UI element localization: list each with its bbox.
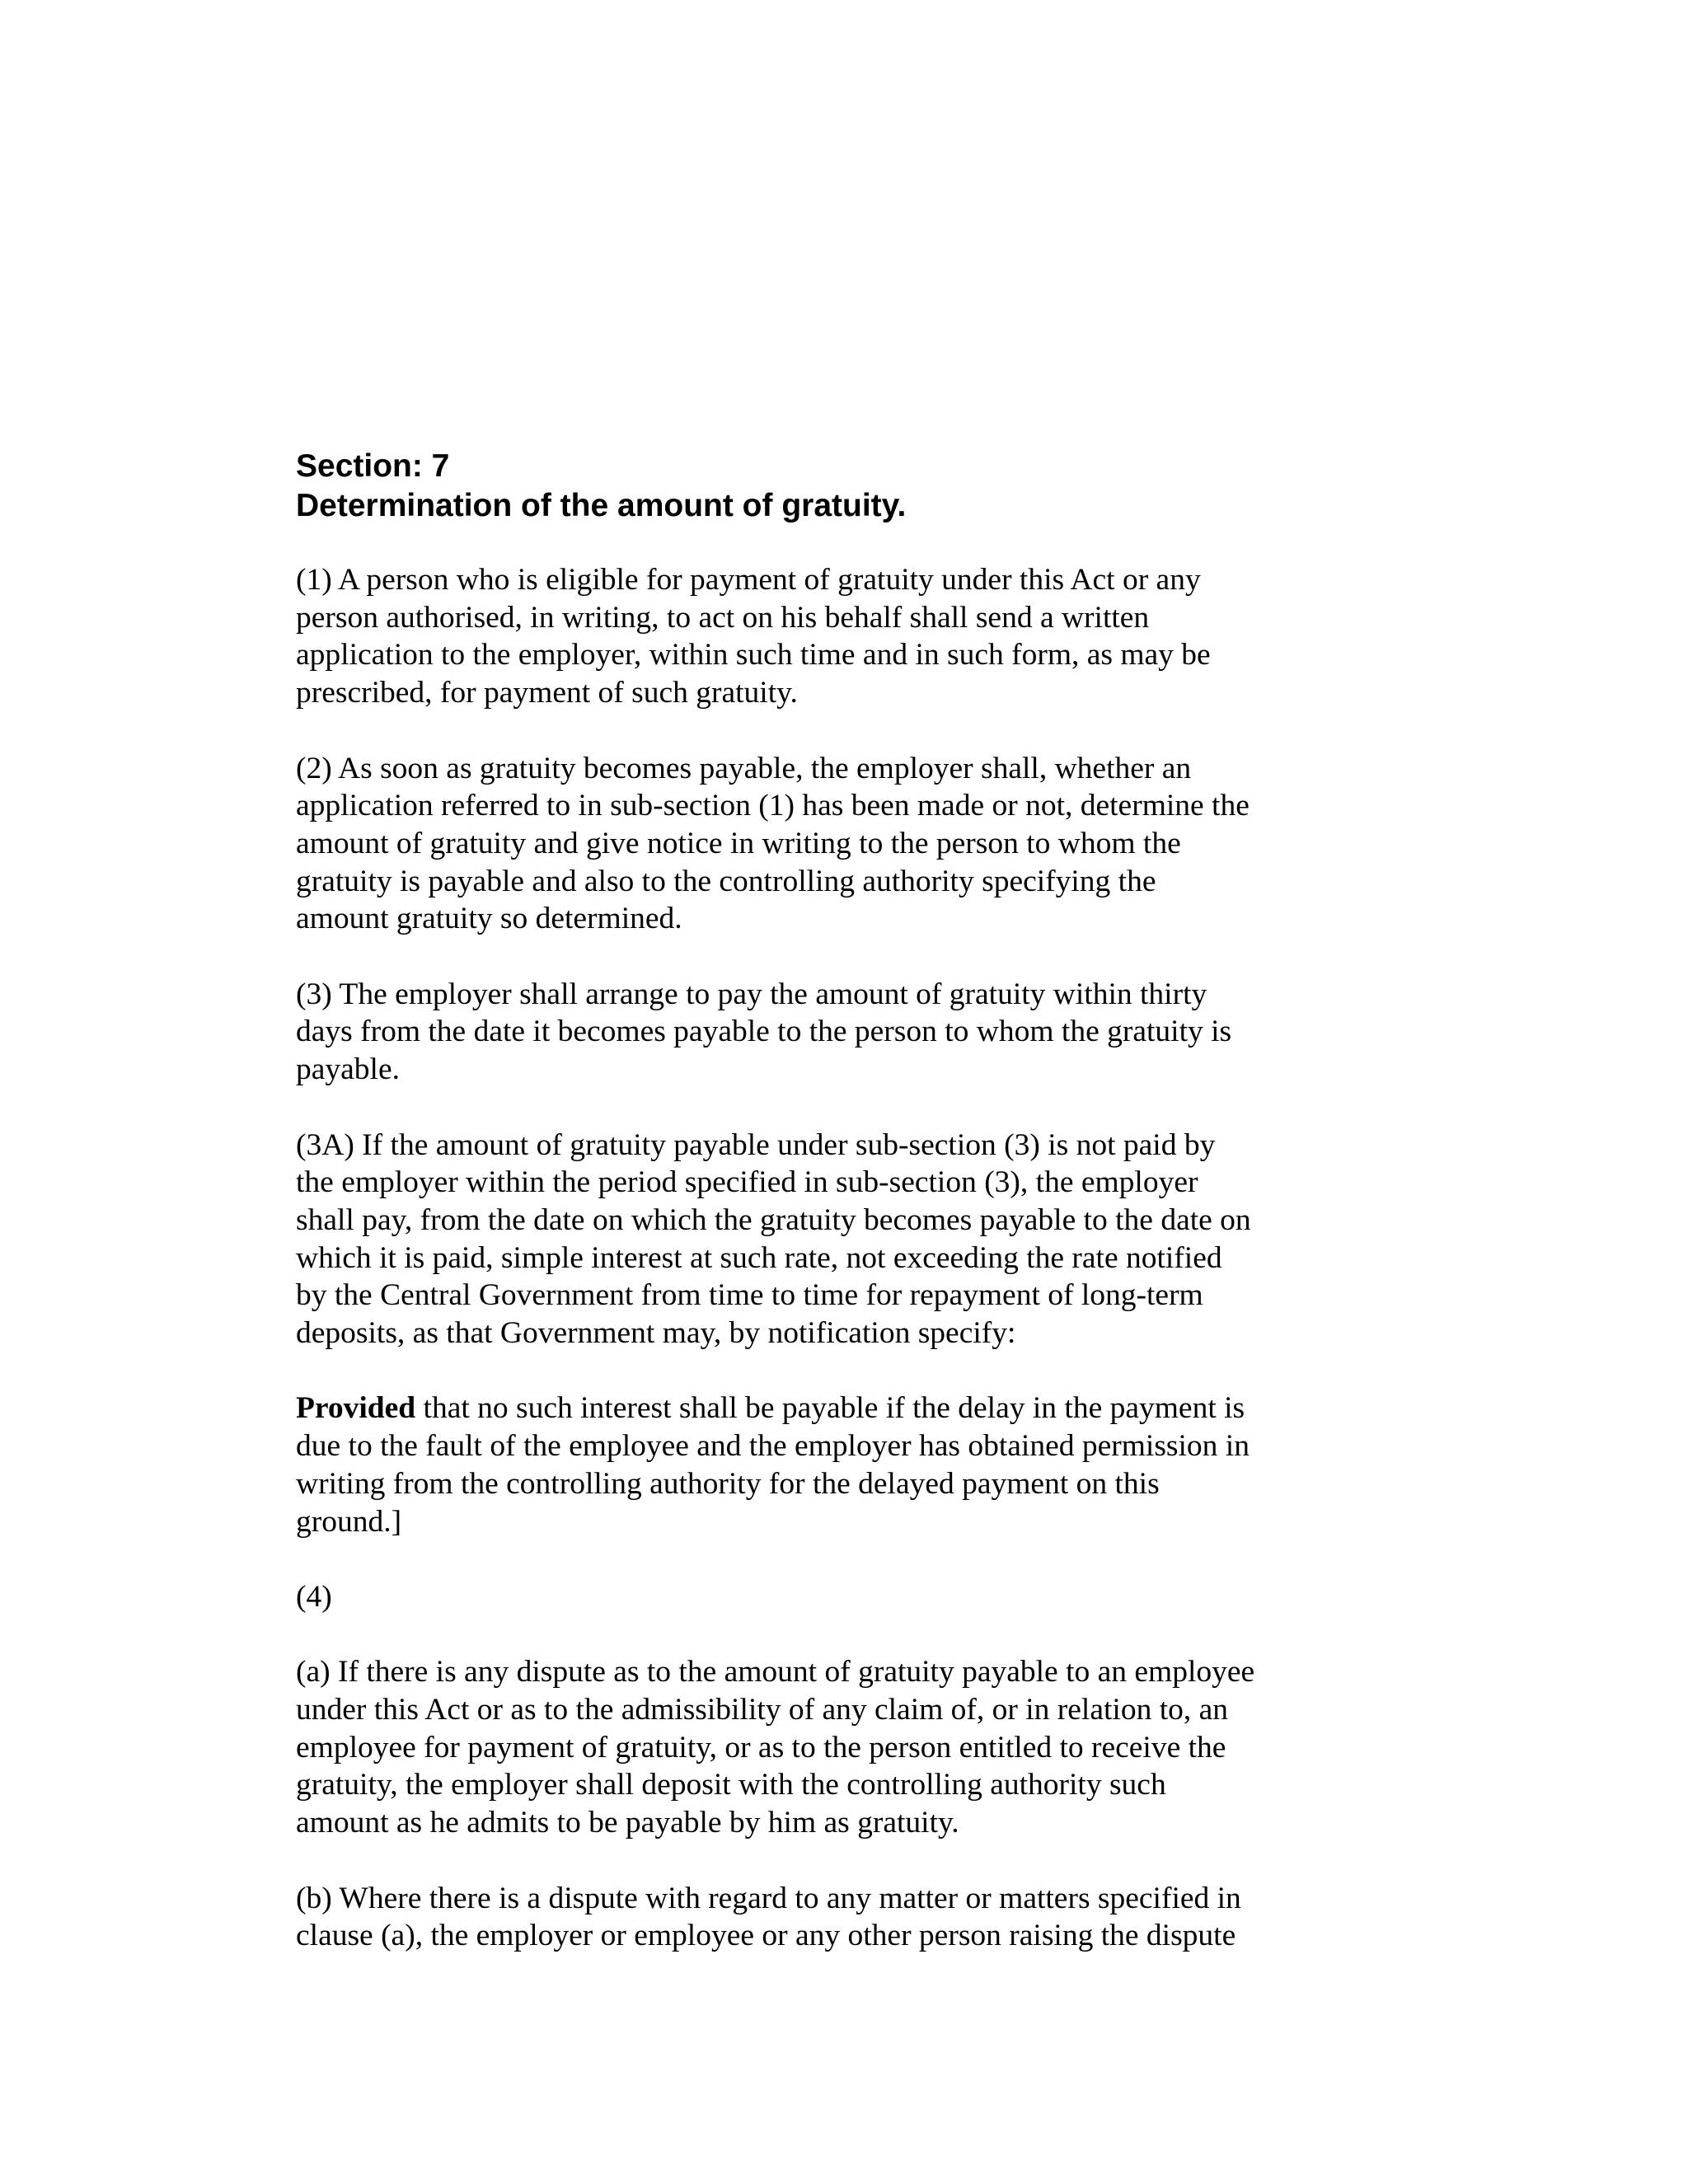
proviso-paragraph: [296, 1390, 1417, 1540]
paragraph-line: gratuity is payable and also to the controlling authority specifying the: [296, 864, 1156, 898]
paragraph-line: [296, 1390, 1417, 1427]
paragraph-1: [296, 561, 1417, 712]
paragraph-line: amount as he admits to be payable by him as gratuity.: [296, 1806, 959, 1840]
paragraph-line: amount gratuity so determined.: [296, 902, 682, 936]
paragraph-line: (3A) If the amount of gratuity payable under sub-section (3) is not paid by: [296, 1127, 1216, 1162]
paragraph-line: payable.: [296, 1052, 400, 1087]
paragraph-line: amount of gratuity and give notice in writing to the person to whom the: [296, 826, 1181, 860]
paragraph-line: (b) Where there is a dispute with regard to any matter or matters specified in: [296, 1881, 1241, 1915]
paragraph-line: ground.]: [296, 1504, 402, 1539]
paragraph-line: gratuity, the employer shall deposit with the controlling authority such: [296, 1768, 1166, 1802]
paragraph-3a: [296, 1127, 1417, 1352]
paragraph-line: (1) A person who is eligible for payment of gratuity under this Act or any: [296, 563, 1201, 597]
paragraph-line: clause (a), the employer or employee or any other person raising the dispute: [296, 1919, 1236, 1953]
paragraph-line: which it is paid, simple interest at such rate, not exceeding the rate notified: [296, 1240, 1222, 1275]
paragraph-line: days from the date it becomes payable to the person to whom the gratuity is: [296, 1015, 1232, 1049]
paragraph-line: under this Act or as to the admissibility of any claim of, or in relation to, an: [296, 1693, 1229, 1727]
heading-spacer: [296, 526, 1417, 561]
subsection-4-label: [296, 1578, 1417, 1616]
paragraph-line: by the Central Government from time to time for repayment of long-term: [296, 1278, 1203, 1313]
paragraph-line: (2) As soon as gratuity becomes payable, the employer shall, whether an: [296, 751, 1192, 785]
paragraph-line: shall pay, from the date on which the gratuity becomes payable to the date on: [296, 1202, 1251, 1237]
paragraph-line: writing from the controlling authority for the delayed payment on this: [296, 1466, 1160, 1501]
paragraph-line: application referred to in sub-section (1) has been made or not, determine the: [296, 789, 1250, 823]
proviso-lead: Provided: [296, 1391, 416, 1426]
paragraph-2: [296, 750, 1417, 939]
paragraph-line: application to the employer, within such time and in such form, as may be: [296, 638, 1211, 673]
paragraph-3: [296, 976, 1417, 1089]
paragraph-line: prescribed, for payment of such gratuity.: [296, 676, 798, 710]
paragraph-line: due to the fault of the employee and the employer has obtained permission in: [296, 1429, 1250, 1464]
proviso-first-line-text: that no such interest shall be payable if the delay in the payment is: [415, 1391, 1245, 1426]
paragraph-line: (4): [296, 1579, 332, 1614]
section-label: Section: 7: [296, 448, 450, 484]
paragraph-line: (3) The employer shall arrange to pay the amount of gratuity within thirty: [296, 977, 1207, 1011]
clause-b: [296, 1880, 1417, 1955]
document-body: [296, 447, 1417, 1993]
clause-a: [296, 1653, 1417, 1842]
paragraph-line: employee for payment of gratuity, or as to the person entitled to receive the: [296, 1730, 1226, 1765]
paragraph-line: person authorised, in writing, to act on his behalf shall send a written: [296, 600, 1150, 635]
paragraph-line: deposits, as that Government may, by notification specify:: [296, 1316, 1016, 1351]
section-title: Determination of the amount of gratuity.: [296, 488, 907, 523]
paragraph-line: the employer within the period specified in sub-section (3), the employer: [296, 1165, 1198, 1200]
paragraph-line: (a) If there is any dispute as to the amount of gratuity payable to an employee: [296, 1655, 1255, 1690]
